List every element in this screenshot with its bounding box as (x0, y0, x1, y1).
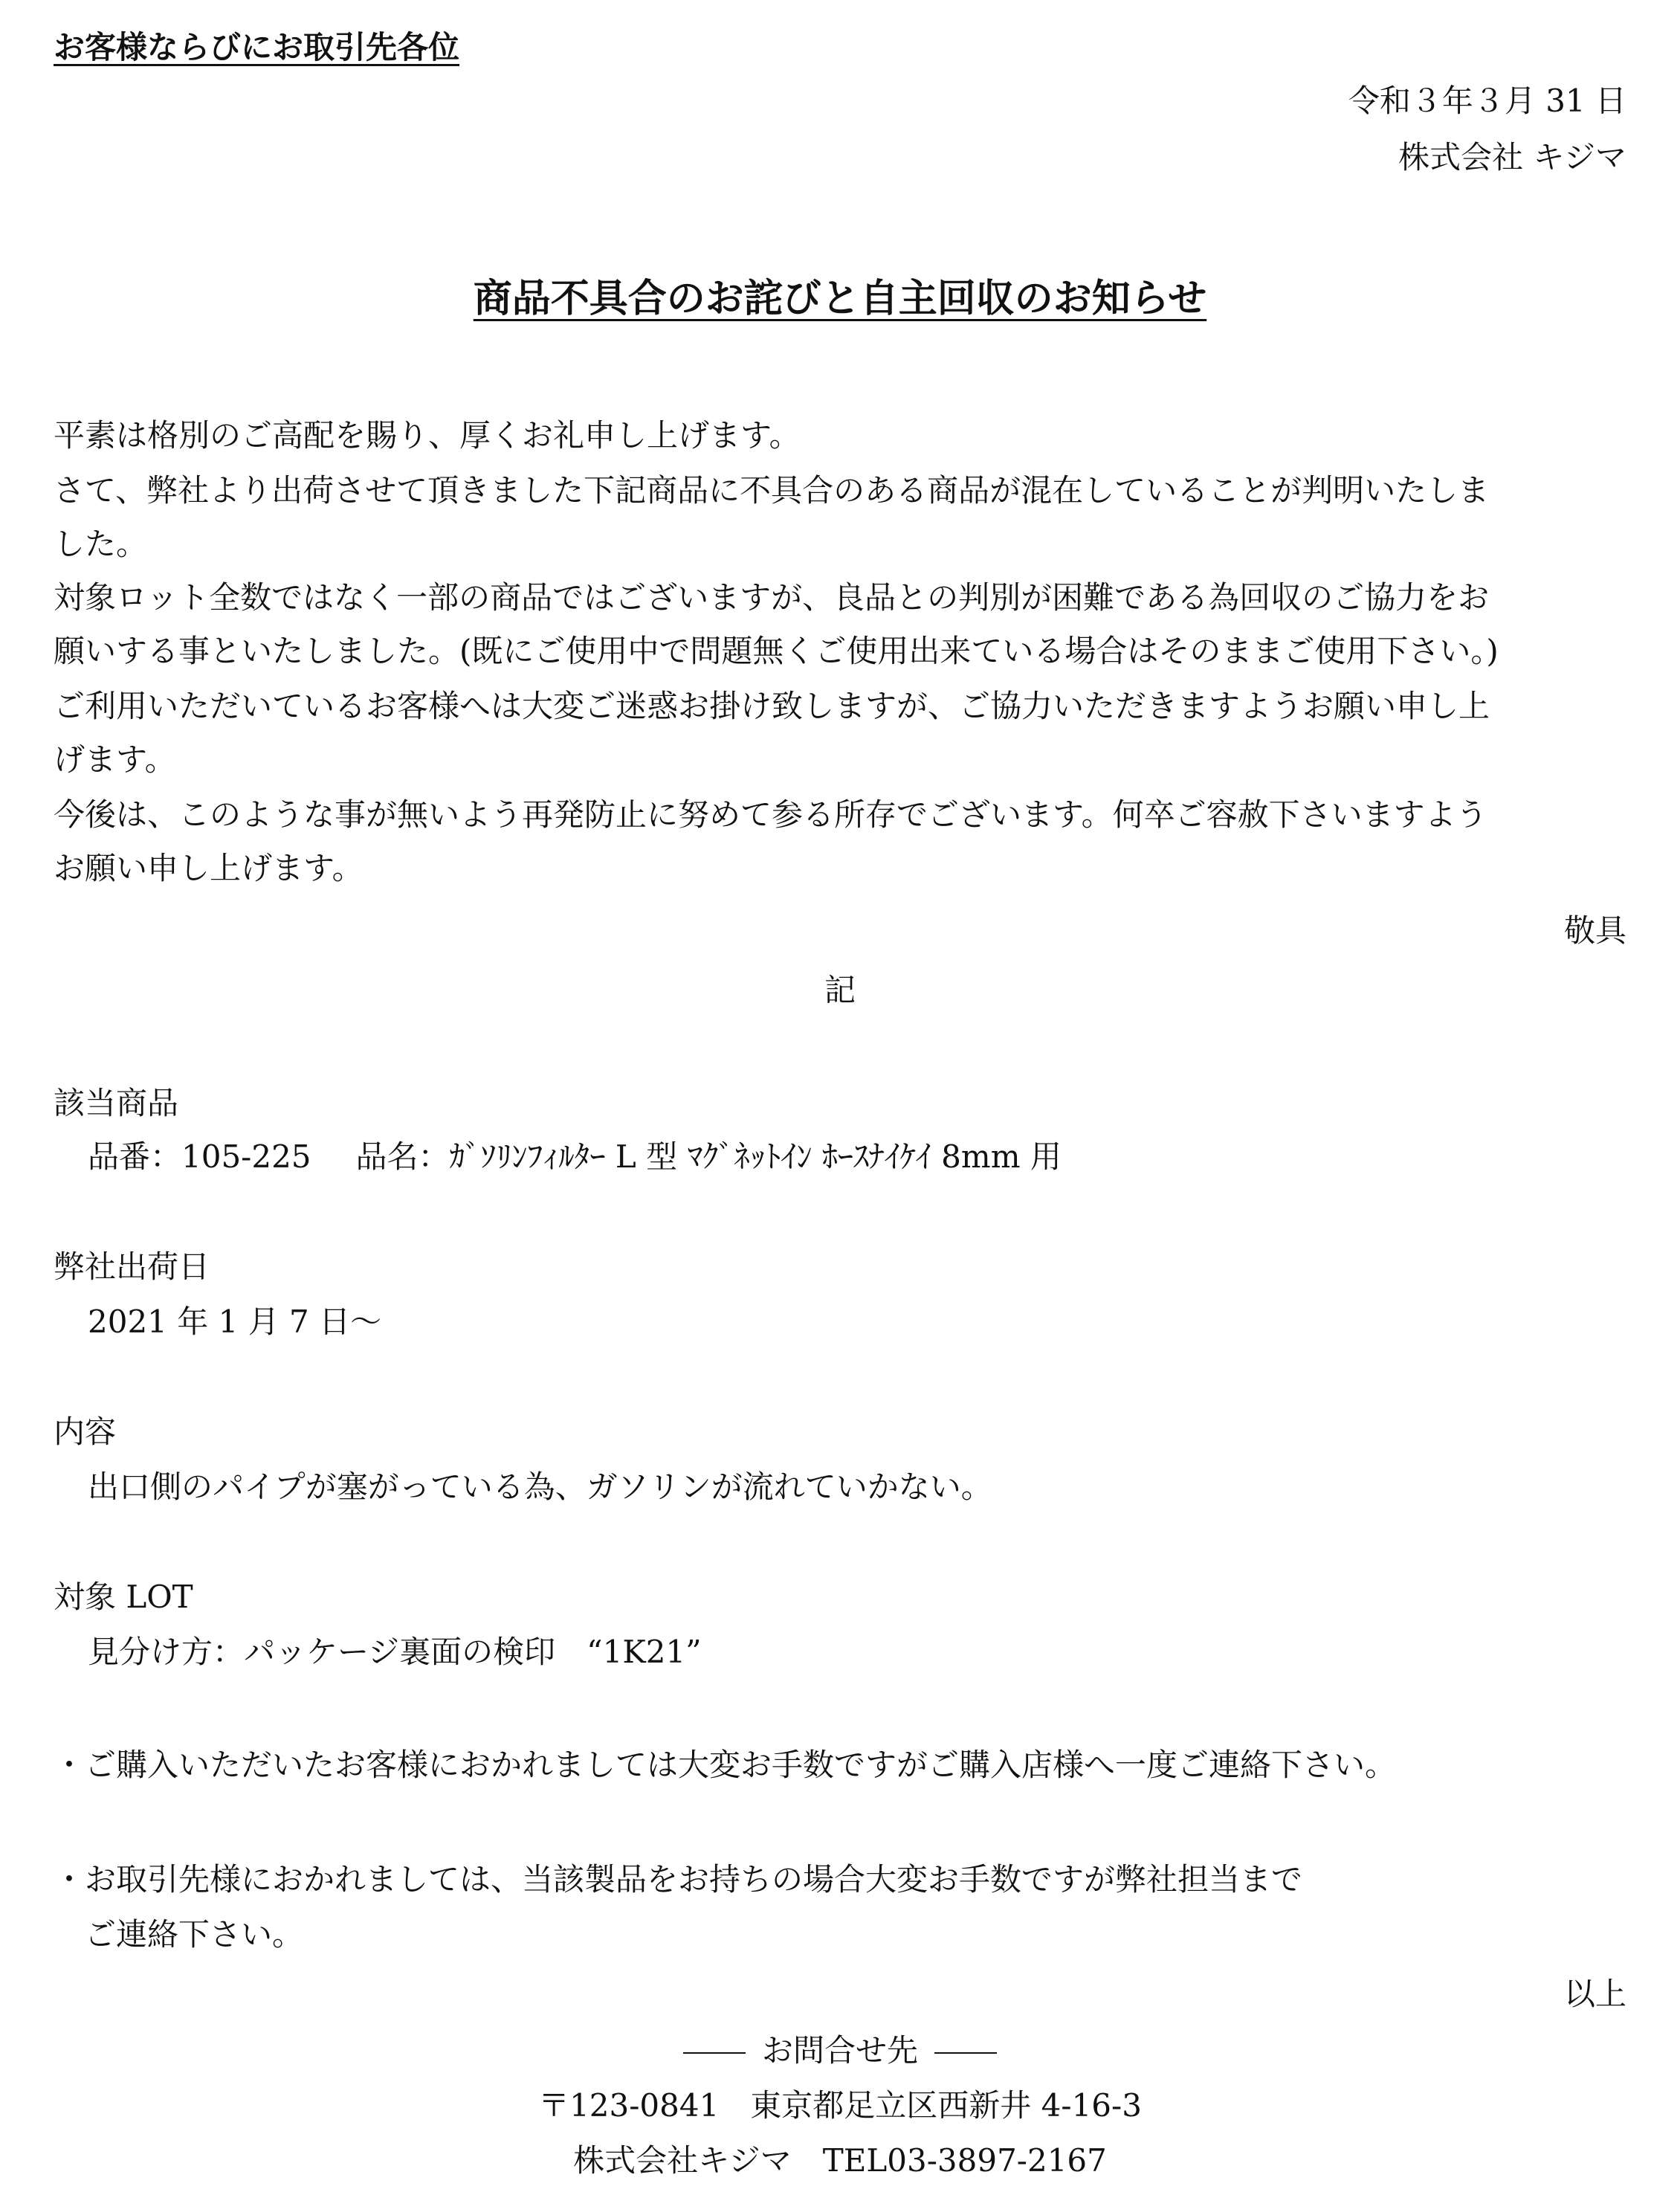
note-line: ・ご購入いただいたお客様におかれましては大変お手数ですがご購入店様へ一度ご連絡下さい。 (54, 1747, 1397, 1783)
body-line: げます。 (54, 741, 176, 778)
body-line: お願い申し上げます。 (54, 850, 364, 886)
body-line: した。 (54, 526, 148, 562)
addressee: お客様ならびにお取引先各位 (54, 29, 460, 65)
product-part-number: 品番：105-225 (88, 1138, 311, 1175)
issuer-company: 株式会社 キジマ (1398, 139, 1626, 175)
divider (934, 2052, 997, 2054)
body-line: 平素は格別のご高配を賜り、厚くお礼申し上げます。 (54, 417, 801, 454)
note-line: ご連絡下さい。 (54, 1916, 304, 1953)
closing-keigu: 敬具 (1563, 912, 1626, 949)
body-line: 願いする事といたしました。(既にご使用中で問題無くご使用出来ている場合はそのままご使用下さい。) (54, 633, 1499, 669)
document-title: 商品不具合のお詫びと自主回収のお知らせ (473, 276, 1207, 321)
body-line: さて、弊社より出荷させて頂きました下記商品に不具合のある商品が混在していることが判明いたしま (54, 472, 1490, 509)
contact-heading: お問合せ先 (761, 2032, 918, 2069)
lot-heading: 対象 LOT (54, 1579, 193, 1615)
product-heading: 該当商品 (54, 1085, 179, 1121)
body-line: ご利用いただいているお客様へは大変ご迷惑お掛け致しますが、ご協力いただきますようお願い申し上 (54, 688, 1490, 724)
divider (683, 2052, 746, 2054)
lot-value: 見分け方：パッケージ裏面の検印 “1K21” (88, 1634, 702, 1670)
ki-heading: 記 (824, 972, 856, 1008)
body-line: 対象ロット全数ではなく一部の商品ではございますが、良品との判別が困難である為回収のご協力をお (54, 579, 1490, 616)
ship-heading: 弊社出荷日 (54, 1248, 210, 1285)
issue-date: 令和３年３月 31 日 (1348, 83, 1626, 119)
end-ijou: 以上 (1563, 1976, 1626, 2012)
ship-date: 2021 年 1 月 7 日～ (88, 1303, 382, 1340)
content-value: 出口側のパイプが塞がっている為、ガソリンが流れていかない。 (88, 1469, 992, 1505)
product-line (88, 1136, 1062, 1178)
contact-heading-line (0, 2030, 1680, 2072)
content-heading: 内容 (54, 1414, 117, 1450)
body-line: 今後は、このような事が無いよう再発防止に努めて参る所存でございます。何卒ご容赦下さいますよう (54, 796, 1487, 833)
contact-address: 〒123-0841 東京都足立区西新井 4-16-3 (538, 2087, 1142, 2124)
product-name: 品名：ｶﾞｿﾘﾝﾌｨﾙﾀｰ L 型 ﾏｸﾞﾈｯﾄｲﾝ ﾎｰｽﾅｲｹｲ 8mm 用 (355, 1138, 1062, 1175)
contact-company-tel: 株式会社キジマ TEL03-3897-2167 (573, 2142, 1107, 2179)
note-line: ・お取引先様におかれましては、当該製品をお持ちの場合大変お手数ですが弊社担当まで (54, 1861, 1303, 1898)
